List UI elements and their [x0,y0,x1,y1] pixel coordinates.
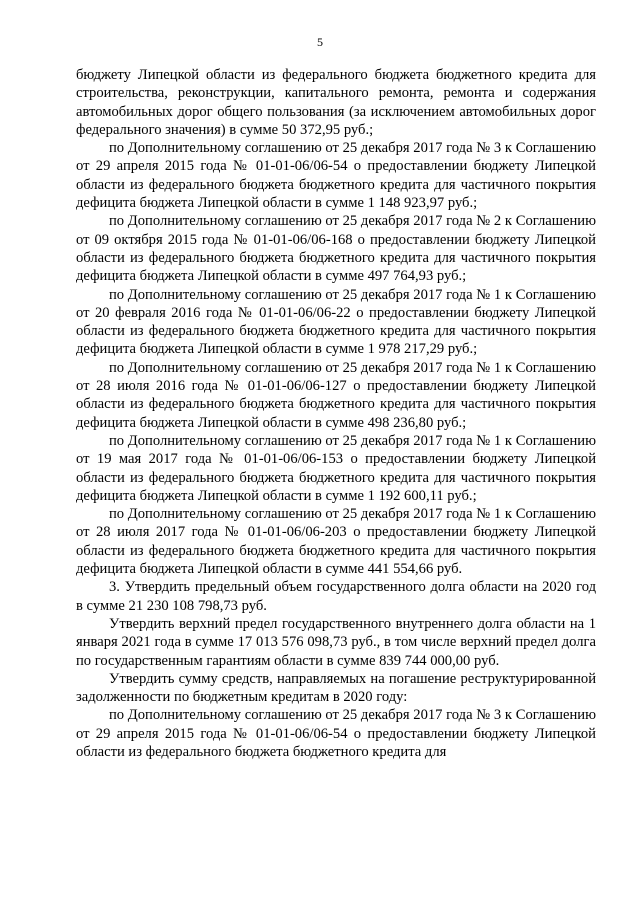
paragraph: Утвердить верхний предел государственного внутреннего долга области на 1 января 2021 года в сумме 17 013 576 098,73 руб., в том числе верхний предел долга по государственным гарантиям области в сумме 839 744 000,00 руб. [76,615,596,669]
paragraph: по Дополнительному соглашению от 25 декабря 2017 года № 1 к Соглашению от 28 июля 2016 года № 01-01-06/06-127 о предоставлении бюджету Липецкой области из федерального бюджета бюджетного кредита для частичного покрытия дефицита бюджета Липецкой области в сумме 498 236,80 руб.; [76,359,596,431]
paragraph: бюджету Липецкой области из федерального бюджета бюджетного кредита для строительства, реконструкции, капитального ремонта, ремонта и содержания автомобильных дорог общего пользования (за исключением автомобильных дорог федерального значения) в сумме 50 372,95 руб.; [76,67,596,138]
paragraph: по Дополнительному соглашению от 25 декабря 2017 года № 1 к Соглашению от 19 мая 2017 года № 01-01-06/06-153 о предоставлении бюджету Липецкой области из федерального бюджета бюджетного кредита для частичного покрытия дефицита бюджета Липецкой области в сумме 1 192 600,11 руб.; [76,432,596,504]
paragraph: по Дополнительному соглашению от 25 декабря 2017 года № 1 к Соглашению от 20 февраля 2016 года № 01-01-06/06-22 о предоставлении бюджету Липецкой области из федерального бюджета бюджетного кредита для частичного покрытия дефицита бюджета Липецкой области в сумме 1 978 217,29 руб.; [76,286,596,358]
page-number: 5 [317,35,323,49]
paragraph: 3. Утвердить предельный объем государственного долга области на 2020 год в сумме 21 230 108 798,73 руб. [76,579,596,614]
paragraph: по Дополнительному соглашению от 25 декабря 2017 года № 3 к Соглашению от 29 апреля 2015 года № 01-01-06/06-54 о предоставлении бюджету Липецкой области из федерального бюджета бюджетного кредита для [76,707,596,760]
paragraph: по Дополнительному соглашению от 25 декабря 2017 года № 1 к Соглашению от 28 июля 2017 года № 01-01-06/06-203 о предоставлении бюджету Липецкой области из федерального бюджета бюджетного кредита для частичного покрытия дефицита бюджета Липецкой области в сумме 441 554,66 руб. [76,506,596,578]
paragraph: по Дополнительному соглашению от 25 декабря 2017 года № 3 к Соглашению от 29 апреля 2015 года № 01-01-06/06-54 о предоставлении бюджету Липецкой области из федерального бюджета бюджетного кредита для частичного покрытия дефицита бюджета Липецкой области в сумме 1 148 923,97 руб.; [76,140,596,212]
paragraph: по Дополнительному соглашению от 25 декабря 2017 года № 2 к Соглашению от 09 октября 2015 года № 01-01-06/06-168 о предоставлении бюджету Липецкой области из федерального бюджета бюджетного кредита для частичного покрытия дефицита бюджета Липецкой области в сумме 497 764,93 руб.; [76,213,596,285]
paragraph: Утвердить сумму средств, направляемых на погашение реструктурированной задолженности по бюджетным кредитам в 2020 году: [76,670,596,706]
document-body [76,66,596,761]
